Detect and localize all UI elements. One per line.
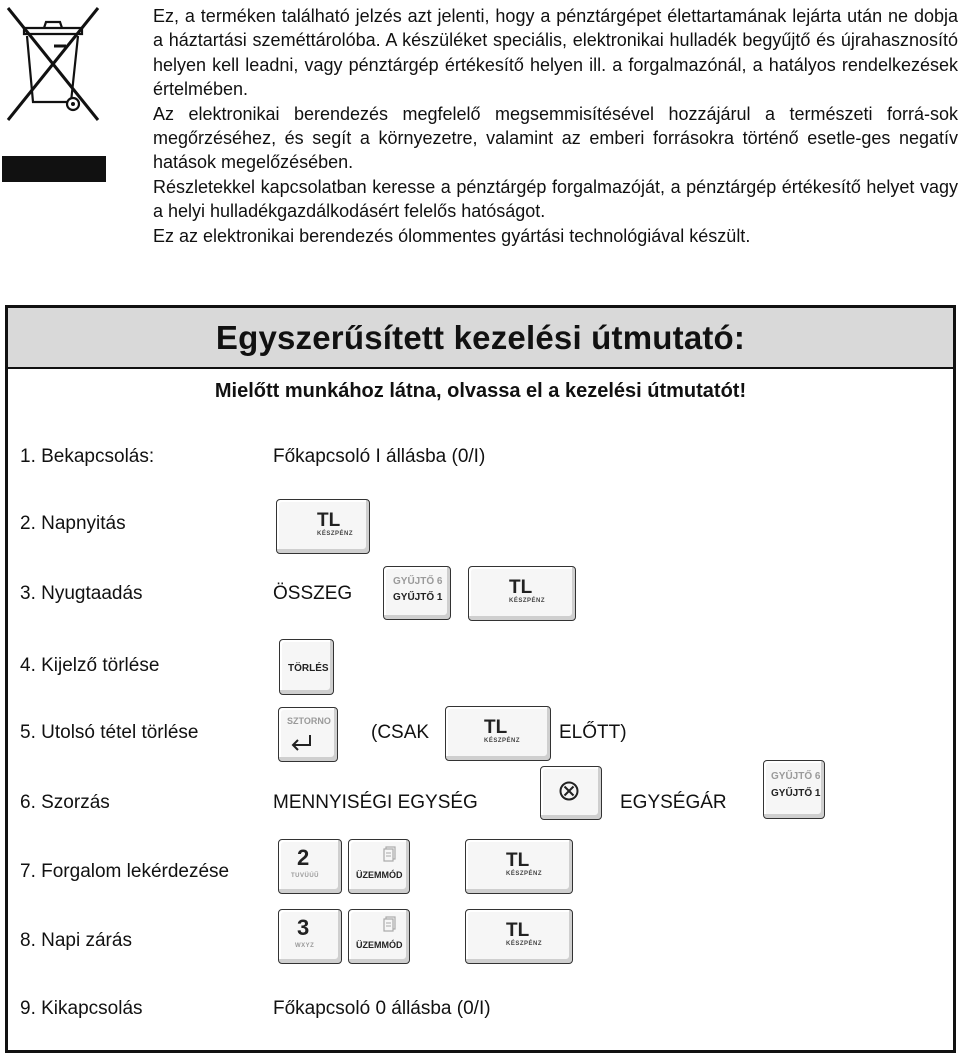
key-main-label: TÖRLÉS	[288, 663, 329, 674]
key-sub-label: KÉSZPÉNZ	[484, 738, 521, 744]
key-top-label: SZTORNO	[287, 716, 331, 726]
step-label: 2. Napnyitás	[20, 513, 126, 534]
key-sub-label: KÉSZPÉNZ	[506, 941, 543, 947]
tl-keszpenz-key	[445, 706, 551, 761]
step-label: 6. Szorzás	[20, 792, 110, 813]
step-text-after: EGYSÉGÁR	[620, 792, 727, 813]
document-icon	[383, 916, 397, 932]
key-main-label: 2	[297, 845, 310, 870]
gyujto-key	[383, 566, 451, 620]
key-sub-label: KÉSZPÉNZ	[509, 598, 546, 604]
uzemmod-key	[348, 909, 410, 964]
tl-keszpenz-key	[465, 839, 573, 894]
key-main-label: ÜZEMMÓD	[356, 940, 403, 950]
gyujto-key	[763, 760, 825, 819]
notice-paragraph: Ez az elektronikai berendezés ólommentes gyártási technológiával készült.	[153, 225, 751, 246]
key-top-label: GYŰJTŐ 6	[771, 771, 821, 782]
key-sub-label: KÉSZPÉNZ	[506, 871, 543, 877]
step-text: Főkapcsoló 0 állásba (0/I)	[273, 998, 491, 1019]
key-bottom-label: GYŰJTŐ 1	[393, 592, 443, 603]
crossed-out-wheelie-bin-icon	[2, 2, 106, 182]
step-label: 8. Napi zárás	[20, 930, 132, 951]
tl-keszpenz-key	[465, 909, 573, 964]
sztorno-key	[278, 707, 338, 762]
step-label: 9. Kikapcsolás	[20, 998, 143, 1019]
guide-header	[8, 308, 953, 369]
step-label: 1. Bekapcsolás:	[20, 446, 155, 467]
disposal-notice	[153, 4, 958, 248]
key-sub-label: TUVÜÚŰ	[291, 873, 319, 879]
key-main-label: TL	[506, 920, 530, 941]
key-main-label: 3	[297, 915, 310, 940]
document-icon	[383, 846, 397, 862]
key-main-label: TL	[317, 510, 341, 531]
multiply-key	[540, 766, 602, 820]
tl-keszpenz-key	[276, 499, 370, 554]
notice-paragraph: Az elektronikai berendezés megfelelő megsemmisítésével hozzájárul a természeti forrá-sok megőrzéséhez, és segít a környezetre, valamint az emberi forrásokra történő esetle-ges negatív hatások megelőzésében.	[153, 103, 958, 173]
torles-key	[279, 639, 334, 695]
step-text: ÖSSZEG	[273, 583, 353, 604]
key-2	[278, 839, 342, 894]
notice-paragraph: Részletekkel kapcsolatban keresse a pénztárgép forgalmazóját, a pénztárgép értékesítő helyet vagy a helyi hulladékgazdálkodásért felelős hatóságot.	[153, 176, 958, 222]
key-main-label: TL	[484, 717, 508, 738]
key-3	[278, 909, 342, 964]
quick-guide-box	[5, 305, 956, 1053]
key-sub-label: WXYZ	[295, 943, 315, 949]
key-bottom-label: GYŰJTŐ 1	[771, 788, 821, 799]
key-main-label: TL	[509, 577, 533, 598]
uzemmod-key	[348, 839, 410, 894]
key-main-label: TL	[506, 850, 530, 871]
circled-x-icon	[558, 780, 580, 802]
tl-keszpenz-key	[468, 566, 576, 621]
notice-paragraph: Ez, a terméken található jelzés azt jelenti, hogy a pénztárgépet élettartamának lejárta után ne dobja a háztartási szeméttárolóba. A készüléket speciális, elektronikai hulladék begyűjtő és újrahasznosító helyen kell leadni, vagy pénztárgép értékesítő helyen ill. a forgalmazónál, a hatályos rendelkezések értelmében.	[153, 6, 958, 100]
step-label: 5. Utolsó tétel törlése	[20, 722, 199, 743]
key-sub-label: KÉSZPÉNZ	[317, 531, 354, 537]
step-label: 4. Kijelző törlése	[20, 655, 160, 676]
step-text: Főkapcsoló I állásba (0/I)	[273, 446, 486, 467]
step-text: MENNYISÉGI EGYSÉG	[273, 792, 478, 813]
guide-title: Egyszerűsített kezelési útmutató:	[215, 318, 746, 356]
step-text: (CSAK	[371, 722, 430, 743]
step-text-after: ELŐTT)	[559, 722, 627, 743]
guide-subtitle: Mielőtt munkához látna, olvassa el a kezelési útmutatót!	[214, 380, 747, 402]
key-main-label: ÜZEMMÓD	[356, 870, 403, 880]
step-label: 3. Nyugtaadás	[20, 583, 143, 604]
key-top-label: GYŰJTŐ 6	[393, 576, 443, 587]
step-label: 7. Forgalom lekérdezése	[20, 861, 230, 882]
return-arrow-icon	[289, 733, 313, 751]
